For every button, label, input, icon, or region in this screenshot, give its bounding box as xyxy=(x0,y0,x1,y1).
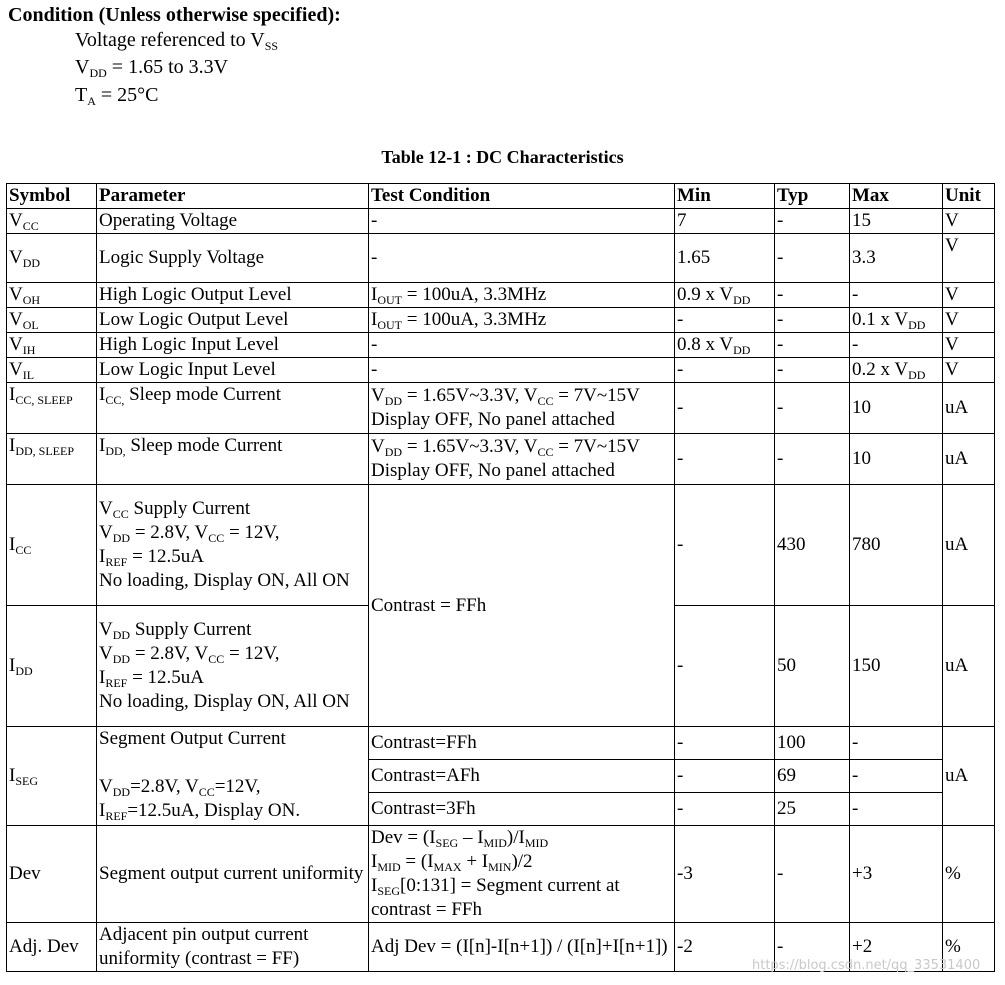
cell-condition: $I_{OUT} = 100uA$, 3.3MHz xyxy=(369,308,675,333)
cell-max: - xyxy=(850,283,943,308)
table-header-row xyxy=(7,184,995,209)
table-row-vil xyxy=(7,358,995,383)
cell-typ: - xyxy=(775,333,850,358)
cell-unit: V xyxy=(943,209,995,234)
cell-parameter: $I_{CC,}$ Sleep mode Current xyxy=(97,383,369,434)
cell-unit: uA xyxy=(943,434,995,485)
cell-max: +2 xyxy=(850,923,943,972)
cell-min: - xyxy=(675,760,775,793)
cell-parameter: Adjacent pin output current uniformity (contrast = FF) xyxy=(97,923,369,972)
table-row-vdd xyxy=(7,234,995,283)
cell-condition: Adj Dev = (I[n]-I[n+1]) / (I[n]+I[n+1]) xyxy=(369,923,675,972)
header-max: Max xyxy=(850,184,943,209)
cell-min: 0.8 x $V_{DD}$ xyxy=(675,333,775,358)
cell-condition: $V_{DD}$ = 1.65V~3.3V, $V_{CC}$ = 7V~15V Display OFF, No panel attached xyxy=(369,434,675,485)
cell-min: - xyxy=(675,308,775,333)
cell-unit: uA xyxy=(943,383,995,434)
table-row-voh xyxy=(7,283,995,308)
cell-condition: $V_{DD}$ = 1.65V~3.3V, $V_{CC}$ = 7V~15V Display OFF, No panel attached xyxy=(369,383,675,434)
cell-max: 150 xyxy=(850,606,943,727)
cell-min: - xyxy=(675,793,775,826)
cell-max: 0.2 x $V_{DD}$ xyxy=(850,358,943,383)
cell-typ: - xyxy=(775,283,850,308)
cell-unit: V xyxy=(943,308,995,333)
cell-condition: Contrast=FFh xyxy=(369,727,675,760)
cell-symbol: $I_{CC, SLEEP}$ xyxy=(7,383,97,434)
table-row-vih xyxy=(7,333,995,358)
cell-max: +3 xyxy=(850,826,943,923)
cell-min: - xyxy=(675,606,775,727)
cell-max: - xyxy=(850,760,943,793)
cell-condition: $I_{OUT} = 100uA$, 3.3MHz xyxy=(369,283,675,308)
cell-min: - xyxy=(675,727,775,760)
cell-max: 0.1 x $V_{DD}$ xyxy=(850,308,943,333)
cell-min: 7 xyxy=(675,209,775,234)
table-title: Table 12-1 : DC Characteristics xyxy=(381,147,624,167)
cell-min: - xyxy=(675,485,775,606)
cell-typ: - xyxy=(775,358,850,383)
cell-condition: - xyxy=(369,333,675,358)
cell-max: - xyxy=(850,333,943,358)
condition-vdd-range: $V_{DD} = 1.65$ to 3.3V xyxy=(75,56,229,80)
cell-unit: V xyxy=(943,358,995,383)
cell-typ: 69 xyxy=(775,760,850,793)
cell-parameter: High Logic Output Level xyxy=(97,283,369,308)
cell-max: 780 xyxy=(850,485,943,606)
header-symbol: Symbol xyxy=(7,184,97,209)
header-test-condition: Test Condition xyxy=(369,184,675,209)
cell-min: -2 xyxy=(675,923,775,972)
table-row-icc xyxy=(7,485,995,606)
cell-unit: uA xyxy=(943,727,995,826)
cell-typ: - xyxy=(775,826,850,923)
cell-symbol: $V_{CC}$ xyxy=(7,209,97,234)
cell-typ: - xyxy=(775,308,850,333)
cell-typ: - xyxy=(775,234,850,283)
cell-min: -3 xyxy=(675,826,775,923)
cell-unit: % xyxy=(943,826,995,923)
cell-parameter: High Logic Input Level xyxy=(97,333,369,358)
cell-symbol: $V_{IH}$ xyxy=(7,333,97,358)
condition-voltage-reference: Voltage referenced to $V_{SS}$ xyxy=(75,29,279,53)
cell-symbol: $I_{SEG}$ xyxy=(7,727,97,826)
cell-typ: 50 xyxy=(775,606,850,727)
cell-symbol: Adj. Dev xyxy=(7,923,97,972)
cell-min: 0.9 x $V_{DD}$ xyxy=(675,283,775,308)
cell-condition: Dev = $(I_{SEG} - I_{MID})/I_{MID}$ $I_{MID} = (I_{MAX} + I_{MIN})/2$ $I_{SEG}[0:131]$ = Segment current at contrast = FFh xyxy=(369,826,675,923)
cell-condition: - xyxy=(369,209,675,234)
cell-min: - xyxy=(675,383,775,434)
cell-symbol: $V_{IL}$ xyxy=(7,358,97,383)
cell-typ: 100 xyxy=(775,727,850,760)
table-row-idd-sleep xyxy=(7,434,995,485)
cell-max: 15 xyxy=(850,209,943,234)
table-row-icc-sleep xyxy=(7,383,995,434)
cell-max: 10 xyxy=(850,383,943,434)
cell-typ: - xyxy=(775,209,850,234)
condition-title: Condition (Unless otherwise specified): xyxy=(8,4,341,26)
header-typ: Typ xyxy=(775,184,850,209)
cell-symbol: $V_{DD}$ xyxy=(7,234,97,283)
header-min: Min xyxy=(675,184,775,209)
cell-symbol: $I_{DD}$ xyxy=(7,606,97,727)
table-row-vcc xyxy=(7,209,995,234)
cell-unit: V xyxy=(943,234,995,283)
cell-condition: Contrast=AFh xyxy=(369,760,675,793)
cell-symbol: $I_{CC}$ xyxy=(7,485,97,606)
cell-condition: - xyxy=(369,234,675,283)
cell-condition-contrast: Contrast = FFh xyxy=(369,485,675,727)
cell-parameter: $V_{DD}$ Supply Current $V_{DD} = 2.8V$, $V_{CC} = 12V$, $I_{REF} = 12.5uA$ No loading, Display ON, All ON xyxy=(97,606,369,727)
cell-max: 10 xyxy=(850,434,943,485)
cell-max: - xyxy=(850,727,943,760)
cell-typ: - xyxy=(775,434,850,485)
cell-parameter: $V_{CC}$ Supply Current $V_{DD} = 2.8V$, $V_{CC} = 12V$, $I_{REF} = 12.5uA$ No loading, Display ON, All ON xyxy=(97,485,369,606)
header-unit: Unit xyxy=(943,184,995,209)
cell-condition: - xyxy=(369,358,675,383)
header-parameter: Parameter xyxy=(97,184,369,209)
cell-parameter: Segment Output Current $V_{DD}=2.8V$, $V_{CC}=12V$, $I_{REF}=12.5uA$, Display ON. xyxy=(97,727,369,826)
cell-condition: Contrast=3Fh xyxy=(369,793,675,826)
dc-characteristics-table xyxy=(6,183,995,972)
cell-parameter: Low Logic Output Level xyxy=(97,308,369,333)
cell-min: 1.65 xyxy=(675,234,775,283)
condition-temperature: $T_A = 25^\circ C$ xyxy=(75,84,159,108)
cell-parameter: Segment output current uniformity xyxy=(97,826,369,923)
cell-symbol: $V_{OL}$ xyxy=(7,308,97,333)
cell-parameter: $I_{DD,}$ Sleep mode Current xyxy=(97,434,369,485)
cell-typ: - xyxy=(775,383,850,434)
watermark: https://blog.csdn.net/qq_33531400 xyxy=(752,958,981,973)
cell-symbol: $I_{DD, SLEEP}$ xyxy=(7,434,97,485)
cell-symbol: $V_{OH}$ xyxy=(7,283,97,308)
cell-typ: 25 xyxy=(775,793,850,826)
cell-typ: - xyxy=(775,923,850,972)
cell-symbol: Dev xyxy=(7,826,97,923)
cell-parameter: Low Logic Input Level xyxy=(97,358,369,383)
cell-typ: 430 xyxy=(775,485,850,606)
table-row-iseg-ffh xyxy=(7,727,995,760)
table-row-dev xyxy=(7,826,995,923)
cell-unit: uA xyxy=(943,485,995,606)
cell-unit: uA xyxy=(943,606,995,727)
cell-unit: V xyxy=(943,283,995,308)
cell-max: - xyxy=(850,793,943,826)
cell-parameter: Operating Voltage xyxy=(97,209,369,234)
cell-unit: V xyxy=(943,333,995,358)
cell-min: - xyxy=(675,358,775,383)
cell-max: 3.3 xyxy=(850,234,943,283)
cell-unit: % xyxy=(943,923,995,972)
cell-min: - xyxy=(675,434,775,485)
cell-parameter: Logic Supply Voltage xyxy=(97,234,369,283)
table-row-vol xyxy=(7,308,995,333)
